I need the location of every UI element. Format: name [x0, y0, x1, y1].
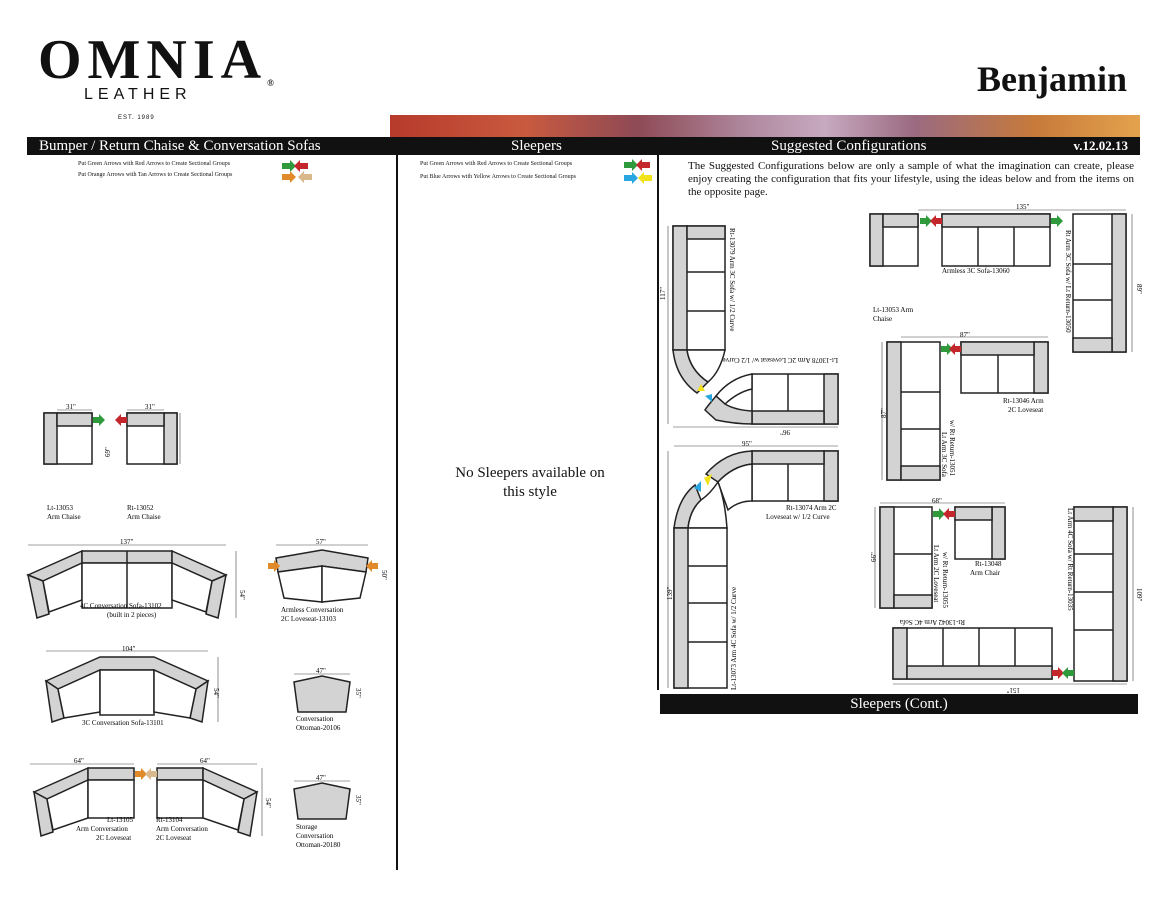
c5-label-4: w/ Rt Return-13055 — [941, 552, 949, 608]
c5-height: 66" — [870, 552, 878, 562]
armless-label-2: 2C Loveseat-13103 — [281, 615, 337, 623]
conv3-label: 3C Conversation Sofa-13101 — [82, 719, 164, 727]
c4-label-4: w/ Rt Return-13051 — [948, 420, 956, 476]
c2-label: Rt-13074 Arm 2C — [786, 504, 837, 512]
armless-label: Armless Conversation — [281, 606, 344, 614]
product-title: Benjamin — [976, 59, 1127, 99]
ott1-dim: 47" — [316, 667, 326, 675]
chaise-right-dim: 31" — [145, 403, 155, 411]
ott2-label: Storage — [296, 823, 318, 831]
green-arrow-icon — [1051, 215, 1063, 227]
logo-subtitle: LEATHER — [84, 86, 192, 103]
c6-label: Rt-13042 Arm 4C Sofa — [899, 618, 965, 626]
logo-registered-mark: ® — [267, 78, 274, 88]
c6-label-2: Lt Arm 4C Sofa w/ Rt Return-13035 — [1066, 508, 1074, 611]
c3-label-3: Chaise — [873, 315, 893, 323]
c1-width: 96" — [780, 428, 790, 436]
green-arrow-icon — [1062, 667, 1074, 679]
chaise-right-label: Rt-13052 — [127, 504, 154, 512]
note-green-red-sleepers: Put Green Arrows with Red Arrows to Create Sectional Groups — [420, 161, 573, 167]
sleepers-cont-bar: Sleepers (Cont.) — [660, 694, 1138, 714]
red-arrow-icon — [930, 215, 942, 227]
c4-width: 87" — [960, 331, 970, 339]
love-left-label: Lt-13105 — [107, 816, 134, 824]
c5-label-2: Arm Chair — [970, 569, 1001, 577]
love-right-label-2: Arm Conversation — [156, 825, 208, 833]
conv3-depth: 54" — [212, 688, 220, 698]
chaise-left-label-2: Arm Chaise — [47, 513, 81, 521]
c3-label: Armless 3C Sofa-13060 — [942, 267, 1010, 275]
c2-width: 95" — [742, 440, 752, 448]
logo-wordmark: OMNIA — [38, 29, 268, 91]
love-left-dim: 64" — [74, 757, 84, 765]
note-green-red: Put Green Arrows with Red Arrows to Create Sectional Groups — [78, 161, 231, 167]
chaise-depth-dim: 69" — [104, 447, 112, 457]
armless-dim: 57" — [316, 538, 326, 546]
note-blue-yellow: Put Blue Arrows with Yellow Arrows to Create Sectional Groups — [420, 174, 576, 180]
ott1-label-2: Ottoman-20106 — [296, 724, 341, 732]
ott1-label: Conversation — [296, 715, 334, 723]
c1-label-2: Lt-13078 Arm 2C Loveseat w/ 1/2 Curve — [722, 356, 838, 364]
conv4-dim: 137" — [120, 538, 134, 546]
ott2-depth: 35" — [354, 795, 362, 805]
section-bumper-heading: Bumper / Return Chaise & Conversation Sofas — [39, 138, 321, 154]
c3-height: 89" — [1135, 284, 1143, 294]
c6-width: 151" — [1006, 686, 1020, 694]
no-sleepers-message: No Sleepers available on this style — [455, 465, 605, 500]
love-left-label-3: 2C Loveseat — [96, 834, 132, 842]
love-right-label: Rt-13104 — [156, 816, 183, 824]
config-curve-1 — [673, 226, 838, 424]
love-right-dim: 64" — [200, 757, 210, 765]
c3-width: 135" — [1016, 203, 1030, 211]
ott2-label-3: Ottoman-20180 — [296, 841, 341, 849]
c5-label: Rt-13048 — [975, 560, 1002, 568]
c2-label-3: Lt-13073 Arm 4C Sofa w/ 1/2 Curve — [730, 586, 738, 690]
ott1-depth: 35" — [354, 688, 362, 698]
love-right-label-3: 2C Loveseat — [156, 834, 192, 842]
chaise-left-label: Lt-13053 — [47, 504, 74, 512]
armless-depth: 50" — [380, 570, 388, 580]
red-arrow-icon — [943, 508, 955, 520]
c4-label: Rt-13046 Arm — [1003, 397, 1044, 405]
conv4-label: 4C Conversation Sofa-13102 — [80, 602, 162, 610]
section-configurations-heading: Suggested Configurations — [771, 138, 927, 154]
love-left-label-2: Arm Conversation — [76, 825, 128, 833]
conv4-label-2: (built in 2 pieces) — [107, 611, 157, 619]
blue-arrow-icon — [705, 394, 712, 402]
ott2-dim: 47" — [316, 774, 326, 782]
logo-established: EST. 1989 — [118, 115, 155, 121]
ott2-label-2: Conversation — [296, 832, 334, 840]
c1-label: Rt-13079 Arm 3C Sofa w/ 1/2 Curve — [728, 228, 736, 332]
chaise-right-label-2: Arm Chaise — [127, 513, 161, 521]
version-label: v.12.02.13 — [1073, 138, 1128, 153]
config-3 — [870, 214, 1126, 352]
c2-label-2: Loveseat w/ 1/2 Curve — [766, 513, 830, 521]
c3-label-2: Lt-13053 Arm — [873, 306, 914, 314]
conv4-depth: 54" — [238, 590, 246, 600]
c4-label-3: Lt Arm 3C Sofa — [940, 432, 948, 477]
c6-height: 109" — [1135, 588, 1143, 602]
c5-label-3: Lt Arm 2C Loveseat — [932, 545, 940, 603]
c3-label-4: Rt Arm 3C Sofa w/ Lt Return-13050 — [1064, 230, 1072, 333]
conv3-dim: 104" — [122, 645, 136, 653]
red-arrow-icon — [949, 343, 961, 355]
suggested-intro: The Suggested Configurations below are only a sample of what the imagination can create, please enjoy creating the configuration that fits your lifestyle, using the ideas below and from the items on the opposite page. — [688, 160, 1134, 198]
c5-width: 68" — [932, 497, 942, 505]
section-sleepers-heading: Sleepers — [511, 138, 562, 154]
chaise-left-dim: 31" — [66, 403, 76, 411]
c4-height: 87" — [880, 408, 888, 418]
c2-height: 139" — [666, 586, 674, 600]
love-depth: 54" — [264, 798, 272, 808]
c4-label-2: 2C Loveseat — [1008, 406, 1044, 414]
note-orange-tan: Put Orange Arrows with Tan Arrows to Create Sectional Groups — [78, 172, 233, 178]
c1-height: 117" — [659, 286, 667, 300]
